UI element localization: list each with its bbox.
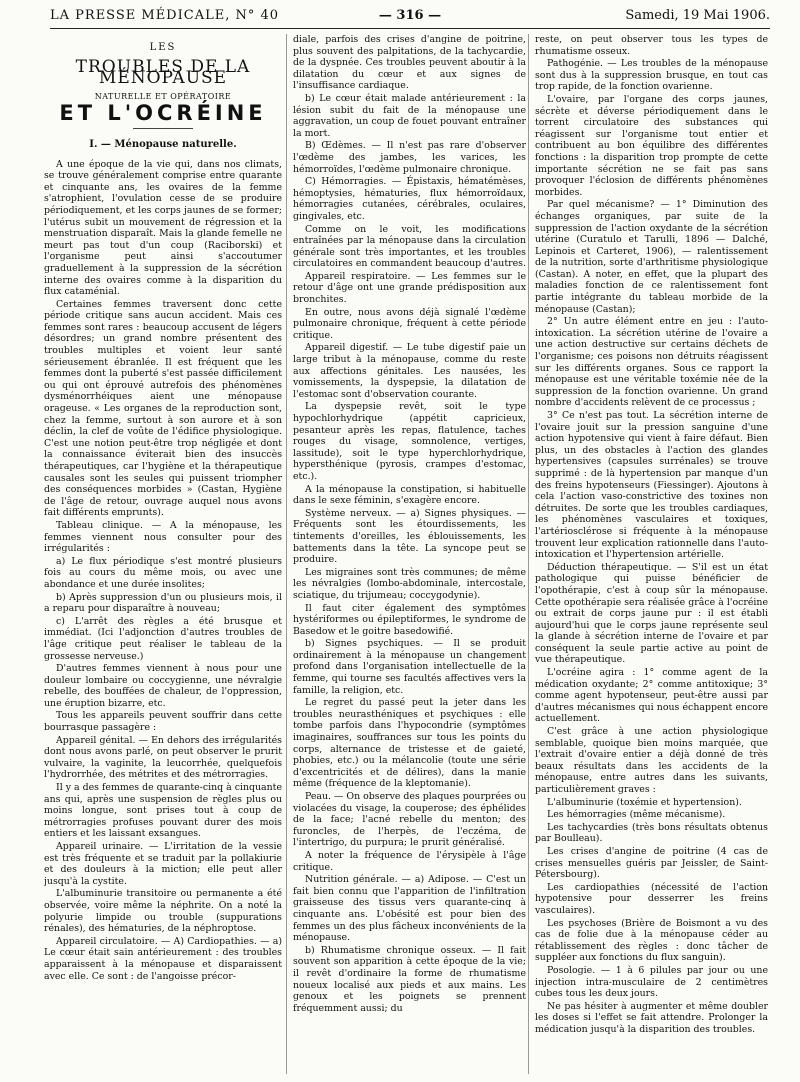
paragraph: Comme on le voit, les modifications entraînées par la ménopause dans la circulation générale sont très importantes, et les troubles circulatoires en commandent beaucoup d'autres.: [293, 223, 526, 270]
paragraph: Les tachycardies (très bons résultats obtenus par Boulleau).: [535, 821, 768, 845]
paragraph: Nutrition générale. — a) Adipose. — C'est un fait bien connu que l'apparition de l'infiltration graisseuse des tissus vers quarante-cinq à cinquante ans. L'obésité est pour bien des femmes un des plus fâcheux inconvénients de la ménopause.: [293, 874, 526, 944]
column-3: [528, 34, 768, 1074]
paragraph: Ne pas hésiter à augmenter et même doubler les doses si l'effet se fait attendre. Prolonger la médication jusqu'à la disparition des troubles.: [535, 1000, 768, 1035]
paragraph: diale, parfois des crises d'angine de poitrine, plus souvent des palpitations, de la tachycardie, de la dyspnée. Ces troubles peuvent aboutir à la dilatation du cœur et aux signes de l'insuffisance cardiaque.: [293, 34, 526, 92]
paragraph: Appareil digestif. — Le tube digestif paie un large tribut à la ménopause, comme du reste aux affections génitales. Les nausées, les vomissements, la dyspepsie, la dilatation de l'estomac sont d'observation courante.: [293, 342, 526, 400]
issue-date: Samedi, 19 Mai 1906.: [625, 8, 770, 23]
paragraph: Tableau clinique. — A la ménopause, les femmes viennent nous consulter pour des irrégularités :: [44, 519, 282, 555]
paragraph: Posologie. — 1 à 6 pilules par jour ou une injection intra-musculaire de 2 centimètres cubes tous les deux jours.: [535, 964, 768, 1000]
paragraph: Il y a des femmes de quarante-cinq à cinquante ans qui, après une suspension de règles plus ou moins longue, sont prises tout à coup de métrorragies profuses pouvant durer des mois entiers et les laissant exsangues.: [44, 782, 282, 840]
article-title-block: [44, 42, 282, 129]
paragraph: Système nerveux. — a) Signes physiques. — Fréquents sont les étourdissements, les tintements d'oreilles, les éblouissements, les battements dans la tête. La syncope peut se produire.: [293, 507, 526, 566]
paragraph: A la ménopause la constipation, si habituelle dans le sexe féminin, s'exagère encore.: [293, 483, 526, 507]
paragraph: Appareil circulatoire. — A) Cardiopathies. — a) Le cœur était sain antérieurement : des troubles apparaissent à la ménopause et disparaissent avec elle. Ce sont : de l'angoisse précor-: [44, 935, 282, 982]
paragraph: Les crises d'angine de poitrine (4 cas de crises mensuelles guéris par Jeissler, de Saint-Pétersbourg).: [535, 845, 768, 881]
paragraph: L'albuminurie transitoire ou permanente a été observée, voire même la néphrite. On a noté la polyurie limpide ou trouble (suppurations rénales), des hématuries, de la néphroptose.: [44, 888, 282, 935]
column-3-body: [535, 34, 768, 1035]
paragraph: La dyspepsie revêt, soit le type hypochlorhydrique (appétit capricieux, pesanteur après les repas, flatulence, taches rouges du visage, somnolence, vertiges, lassitude), soit le type hyperchlorhydrique, hypersthénique (pyrosis, crampes d'estomac, etc.).: [293, 401, 526, 482]
header-rule: [50, 28, 770, 29]
paragraph: En outre, nous avons déjà signalé l'œdème pulmonaire chronique, fréquent à cette période critique.: [293, 306, 526, 341]
paragraph: Certaines femmes traversent donc cette période critique sans aucun accident. Mais ces femmes sont rares : beaucoup accusent de légers désordres; un grand nombre présentent des troubles multiples et voient leur santé sérieusement ébranlée. Il est fréquent que les femmes dont la puberté s'est passée difficilement ou qui ont éprouvé autrefois des phénomènes dysménorrhéiques aient une ménopause orageuse. « Les organes de la reproduction sont, chez la femme, surtout à son aurore et à son déclin, la clef de voûte de l'édifice physiologique. C'est une notion peut-être trop négligée et dont la connaissance éviterait bien des insuccès thérapeutiques, car l'hygiène et la thérapeutique causales sont les seules qui puissent triompher des conséquences morbides » (Castan, Hygiène de l'âge de retour, ouvrage auquel nous avons fait différents emprunts).: [44, 298, 282, 519]
page-header: [50, 8, 770, 28]
paragraph: C) Hémorragies. — Épistaxis, hématémèses, hémoptysies, hématuries, flux hémorroïdaux, hémorragies cutanées, cérébrales, oculaires, gingivales, etc.: [293, 176, 526, 222]
paragraph: Peau. — On observe des plaques pourprées ou violacées du visage, la couperose; des éphélides de la face; l'acné rebelle du menton; des furoncles, de l'herpès, de l'eczéma, de l'intertrigo, du purpura; le prurit généralisé.: [293, 791, 526, 849]
paragraph: 3° Ce n'est pas tout. La sécrétion interne de l'ovaire jouit sur la pression sanguine d'une action hypotensive qui vient à faire défaut. Bien plus, un des obstacles à l'action des glandes hypertensives (capsules surrénales) se trouve supprimé : de là hypertension par manque d'un des freins hypotenseurs (Fiessinger). Ajoutons à cela l'action vaso-constrictive des toxines non détruites. De sorte que les troubles cardiaques, les phénomènes vasculaires et toxiques, l'artériosclérose si fréquente à la ménopause trouvent leur explication rationnelle dans l'auto-intoxication et l'hypertension artérielle.: [535, 410, 768, 561]
paragraph: Les migraines sont très communes; de même les névralgies (lombo-abdominale, intercostale, sciatique, du trijumeau; coccygodynie).: [293, 566, 526, 601]
article-subtitle: NATURELLE ET OPÉRATOIRE: [94, 91, 232, 101]
paragraph: Les hémorragies (même mécanisme).: [547, 809, 726, 821]
column-1-body: [44, 159, 282, 983]
paragraph: Par quel mécanisme? — 1° Diminution des échanges organiques, par suite de la suppression de l'action oxydante de la sécrétion utérine (Curatulo et Tarulli, 1896 — Dalché, Lepinois et Carteret, 1906), — ralentissement de la nutrition, sorte d'arthritisme physiologique (Castan). A noter, en effet, que la plupart des maladies fonction de ce ralentissement font partie intégrante du tableau morbide de la ménopause (Castan);: [535, 199, 768, 315]
paragraph: Tous les appareils peuvent souffrir dans cette bourrasque passagère :: [44, 710, 282, 734]
paragraph: A noter la fréquence de l'érysipèle à l'âge critique.: [293, 849, 526, 873]
paragraph: D'autres femmes viennent à nous pour une douleur lombaire ou coccygienne, une névralgie rebelle, des bouffées de chaleur, de l'oppression, une éruption bizarre, etc.: [44, 663, 282, 709]
paragraph: A une époque de la vie qui, dans nos climats, se trouve généralement comprise entre quarante et cinquante ans, les ovaires de la femme s'atrophient, l'ovulation cesse de se produire périodiquement, et les corps jaunes de se former; l'utérus subit un mouvement de régression et la menstruation disparaît. Mais la glande femelle ne meurt pas tout d'un coup (Raciborski) et l'organisme peut ainsi s'accoutumer graduellement à la suppression de la sécrétion interne des ovaires comme à la disparition du flux cataménial.: [44, 158, 282, 298]
page-number: — 316 —: [378, 8, 442, 23]
paragraph: b) Le cœur était malade antérieurement : la lésion subit du fait de la ménopause une aggravation, un coup de fouet pouvant entraîner la mort.: [293, 92, 526, 139]
paragraph: Déduction thérapeutique. — S'il est un état pathologique qui puisse bénéficier de l'opothérapie, c'est à coup sûr la ménopause. Cette opothérapie sera réalisée grâce à l'ocréine ou extrait de corps jaune pur : il est établi aujourd'hui que le corps jaune représente seul la glande à sécrétion interne de l'ovaire et par conséquent la seule partie active au point de vue thérapeutique.: [535, 561, 768, 666]
paragraph: Les cardiopathies (nécessité de l'action hypotensive pour desserrer les freins vasculaires).: [535, 881, 768, 916]
paragraph: C'est grâce à une action physiologique semblable, quoique bien moins marquée, que l'extrait d'ovaire entier a déjà donné de très beaux résultats dans les accidents de la ménopause, entre autres dans les suivants, particulièrement graves :: [535, 726, 768, 795]
article-title: TROUBLES DE LA MÉNOPAUSE: [75, 56, 251, 89]
paragraph: Les psychoses (Brière de Boismont a vu des cas de folie due à la ménopause céder au rétablissement des règles : donc tâcher de suppléer aux fonctions du flux sanguin).: [535, 917, 768, 964]
paragraph: a) Le flux périodique s'est montré plusieurs fois au cours du même mois, ou avec une abondance et une durée insolites;: [44, 555, 282, 590]
title-les: LES: [149, 42, 177, 53]
paragraph: L'ovaire, par l'organe des corps jaunes, sécrète et déverse périodiquement dans le torrent circulatoire des substances qui réagissent sur l'organisme tout entier et contribuent au bon équilibre des différentes fonctions : la disparition trop prompte de cette importante sécrétion ne se fait pas sans provoquer l'éclosion de différents phénomènes morbides.: [535, 93, 768, 198]
paragraph: b) Signes psychiques. — Il se produit ordinairement à la ménopause un changement profond dans l'organisation intellectuelle de la femme, qui tourne ses facultés affectives vers la famille, la religion, etc.: [293, 638, 526, 696]
column-2: [286, 34, 526, 1074]
paragraph: b) Rhumatisme chronique osseux. — Il fait souvent son apparition à cette époque de la vie; il revêt d'ordinaire la forme de rhumatisme noueux localisé aux pieds et aux mains. Les genoux et les poignets se prennent fréquemment aussi; du: [293, 944, 526, 1014]
paragraph: Appareil urinaire. — L'irritation de la vessie est très fréquente et se traduit par la pollakiurie et des douleurs à la miction; elle peut aller jusqu'à la cystite.: [44, 841, 282, 887]
section-heading: I. — Ménopause naturelle.: [89, 138, 237, 150]
paragraph: Pathogénie. — Les troubles de la ménopause sont dus à la suppression brusque, en tout cas trop rapide, de la fonction ovarienne.: [535, 58, 768, 93]
paragraph: Appareil respiratoire. — Les femmes sur le retour d'âge ont une grande prédisposition aux bronchites.: [293, 270, 526, 306]
journal-title: LA PRESSE MÉDICALE, N° 40: [50, 8, 280, 23]
paragraph: L'albuminurie (toxémie et hypertension).: [547, 796, 742, 808]
paragraph: Il faut citer également des symptômes hystériformes ou épileptiformes, le syndrome de Basedow et le goitre basedowifié.: [293, 602, 526, 637]
column-2-body: [293, 34, 526, 1014]
paragraph: 2° Un autre élément entre en jeu : l'auto-intoxication. La sécrétion utérine de l'ovaire a une action destructive sur certains déchets de l'organisme; ces poisons non détruits réagissent sur les différents organes. Sous ce rapport la ménopause est une véritable toxémie née de la suppression de la fonction ovarienne. Un grand nombre d'accidents relèvent de ce processus ;: [535, 316, 768, 409]
paragraph: L'ocréine agira : 1° comme agent de la médication oxydante; 2° comme antitoxique; 3° comme agent hypotenseur, peut-être aussi par d'autres mécanismes qui nous échappent encore actuellement.: [535, 667, 768, 725]
paragraph: reste, on peut observer tous les types de rhumatisme osseux.: [535, 34, 768, 57]
paragraph: B) Œdèmes. — Il n'est pas rare d'observer l'œdème des jambes, les varices, les hémorroïdes, l'œdème pulmonaire chronique.: [293, 140, 526, 175]
title-rule: [133, 128, 193, 129]
column-1: [44, 34, 282, 1074]
article-title-ocreine: ET L'OCRÉINE: [59, 101, 267, 126]
paragraph: Le regret du passé peut la jeter dans les troubles neurasthéniques et psychiques : elle tombe parfois dans l'hypocondrie (symptômes imaginaires, souffrances sur tous les points du corps, alternance de tristesse et de gaieté, phobies, etc.) ou la mélancolie (toute une série d'excentricités et de délires), dans la manie même (fréquence de la kleptomanie).: [293, 697, 526, 790]
paragraph: Appareil génital. — En dehors des irrégularités dont nous avons parlé, on peut observer le prurit vulvaire, la vaginite, la leucorrhée, quelquefois l'hydrorrhée, des métrites et des métrorragies.: [44, 734, 282, 781]
paragraph: c) L'arrêt des règles a été brusque et immédiat. (Ici l'adjonction d'autres troubles de l'âge critique peut réaliser le tableau de la grossesse nerveuse.): [44, 615, 282, 662]
paragraph: b) Après suppression d'un ou plusieurs mois, il a reparu pour disparaître à nouveau;: [44, 591, 282, 615]
